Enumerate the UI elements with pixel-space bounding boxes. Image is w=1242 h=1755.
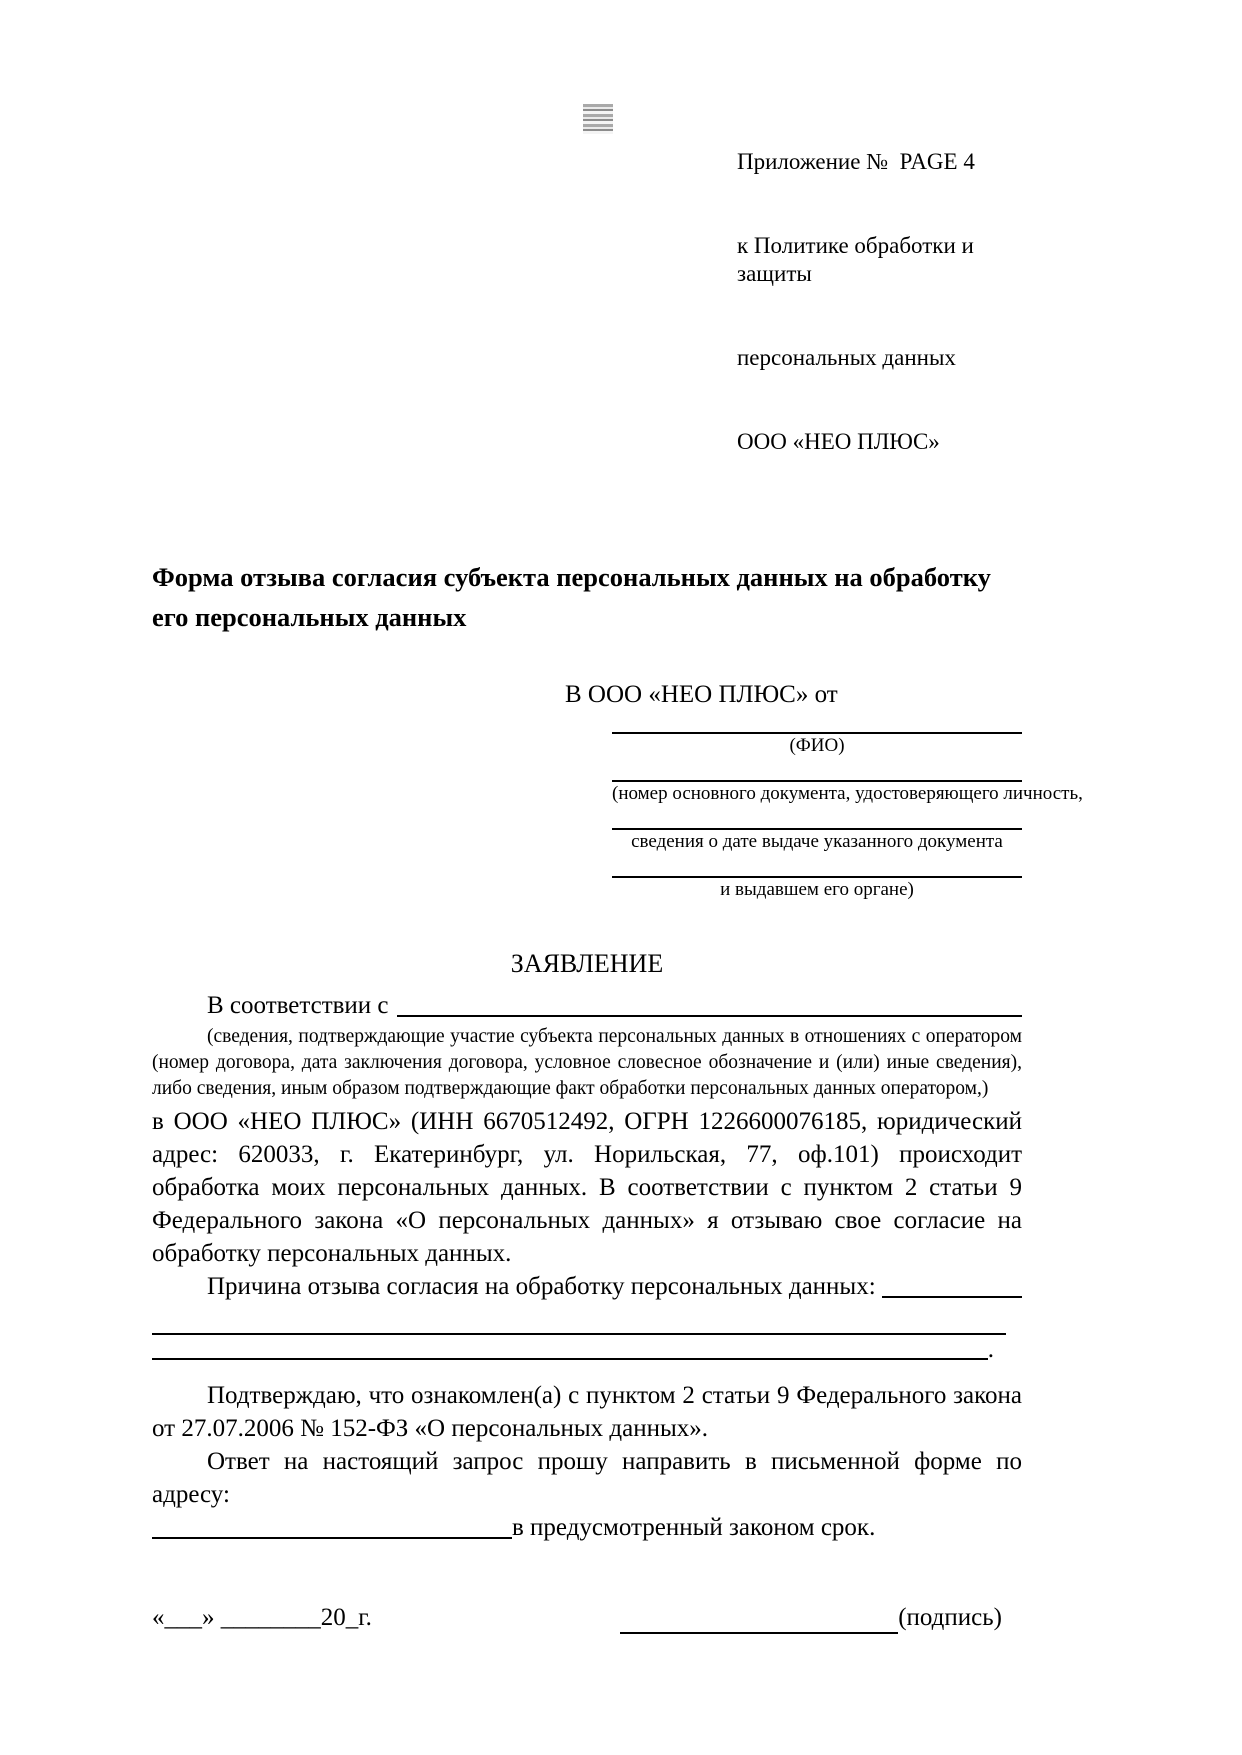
document-number-caption: (номер основного документа, удостоверяющего личность, <box>612 783 1083 804</box>
issuing-authority-field-row <box>612 854 1022 902</box>
issue-date-field-row <box>612 806 1022 854</box>
reason-row <box>152 1270 1022 1303</box>
header-line-appendix: Приложение № PAGE 4 <box>737 149 975 174</box>
fio-blank-line <box>612 710 1022 734</box>
addressee-block <box>565 680 1083 902</box>
issuing-authority-caption: и выдавшем его органе) <box>720 879 914 900</box>
reason-blank-line <box>882 1270 1022 1298</box>
header-line-personal-data: персональных данных <box>737 345 956 370</box>
reason-continuation-blank-line <box>152 1303 1006 1335</box>
footer-row <box>152 1602 1022 1634</box>
reply-lead: Ответ на настоящий запрос прошу направить в письменной форме по адресу: <box>152 1448 1022 1508</box>
blurred-smudge-artifact <box>583 104 613 134</box>
reason-lead: Причина отзыва согласия на обработку персональных данных: <box>207 1273 876 1300</box>
document-number-blank-line <box>612 758 1022 782</box>
reply-tail: в предусмотренный законом срок. <box>512 1514 876 1541</box>
reason-continuation-row-2 <box>152 1335 994 1365</box>
statement-heading: ЗАЯВЛЕНИЕ <box>510 949 664 978</box>
header-line-policy: к Политике обработки и защиты <box>737 233 980 286</box>
footnote-text: (сведения, подтверждающие участие субъекта персональных данных в отношениях с оператором (номер договора, дата заключения договора, условное словесное обозначение и (или) иные сведения), либо сведения, иным образом подтверждающие факт обработки персональных данных оператором,) <box>152 1026 1022 1099</box>
document-title: Форма отзыва согласия субъекта персональных данных на обработку его персональных данных <box>152 562 991 632</box>
document-number-field-row <box>612 758 1083 806</box>
address-blank-line <box>152 1511 512 1539</box>
reply-address-row <box>152 1511 1022 1544</box>
reason-continuation-blank-line-2 <box>152 1335 988 1360</box>
accordance-row <box>152 989 1022 1022</box>
addressee-intro: В ООО «НЕО ПЛЮС» от <box>565 681 838 708</box>
fio-caption: (ФИО) <box>789 735 845 756</box>
signature-caption: (подпись) <box>898 1604 1002 1631</box>
confirm-paragraph: Подтверждаю, что ознакомлен(а) с пунктом 2 статьи 9 Федерального закона от 27.07.2006 № 152-ФЗ «О персональных данных». <box>152 1382 1022 1442</box>
accordance-lead: В соответствии с <box>207 992 389 1019</box>
issue-date-blank-line <box>612 806 1022 830</box>
header-line-company: ООО «НЕО ПЛЮС» <box>737 429 940 454</box>
main-paragraph: в ООО «НЕО ПЛЮС» (ИНН 6670512492, ОГРН 1226600076185, юридический адрес: 620033, г. Екатеринбург, ул. Норильская, 77, оф.101) происходит обработка моих персональных данных. В соответствии с пунктом 2 статьи 9 Федерального закона «О персональных данных» я отзываю свое согласие на обработку персональных данных. <box>152 1108 1022 1267</box>
issue-date-caption: сведения о дате выдаче указанного документа <box>631 831 1003 852</box>
header-block <box>737 92 1022 512</box>
date-line: «___» ________20_г. <box>152 1604 372 1631</box>
blank-line-terminator: . <box>987 1336 994 1363</box>
issuing-authority-blank-line <box>612 854 1022 878</box>
signature-group <box>620 1602 1002 1634</box>
signature-blank-line <box>620 1606 898 1634</box>
accordance-blank-line <box>397 989 1022 1017</box>
fio-field-row <box>612 710 1022 758</box>
